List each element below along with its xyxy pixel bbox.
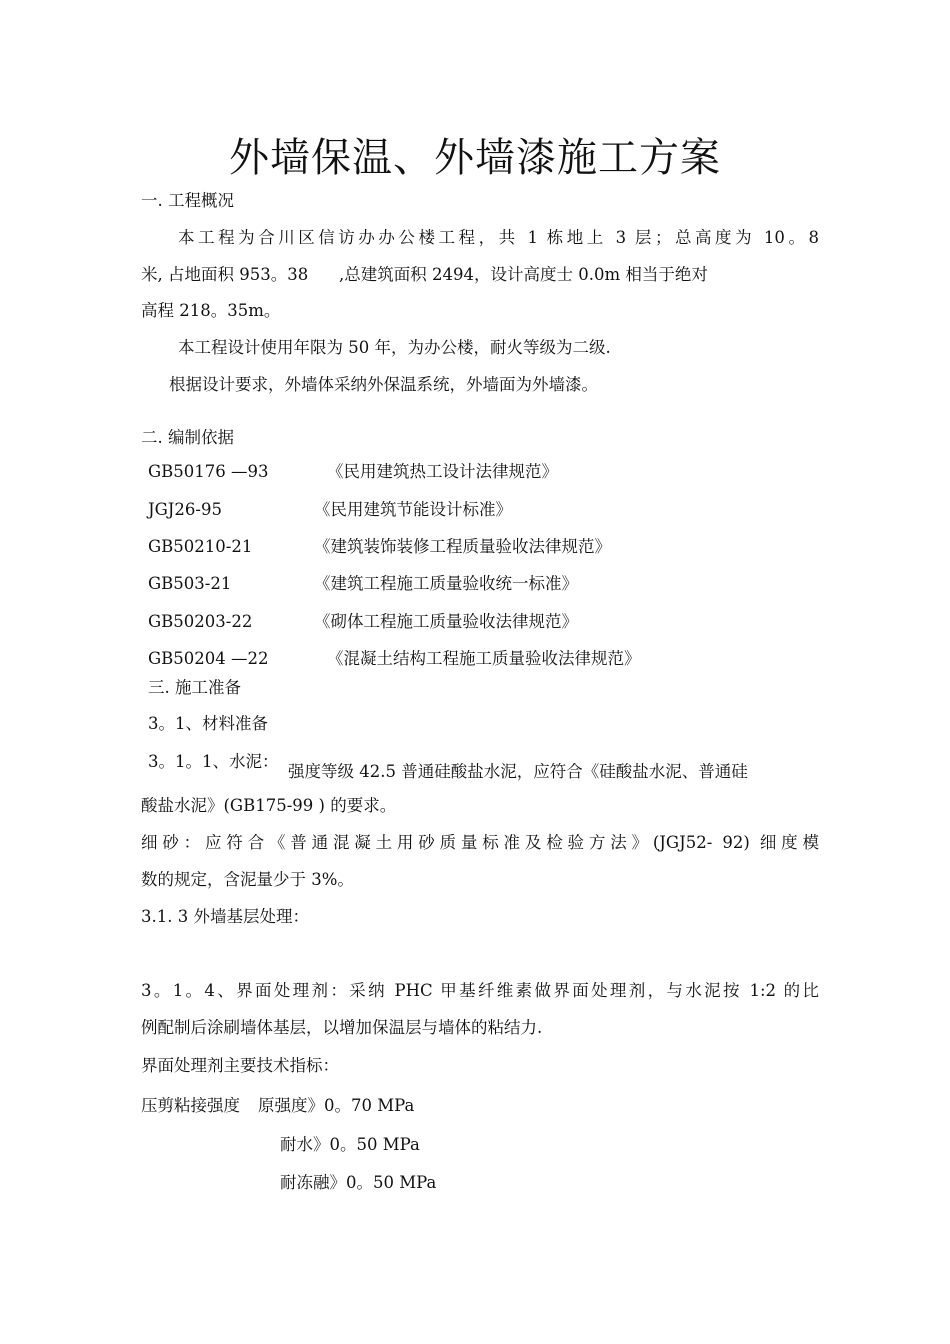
reference-title: 《建筑工程施工质量验收统一标准》 [314,574,578,593]
overview-paragraph-line-3: 高程 218。35m。 [141,301,281,320]
design-life-paragraph: 本工程设计使用年限为 50 年，为办公楼，耐火等级为二级. [178,338,611,357]
document-title: 外墙保温、外墙漆施工方案 [229,134,721,181]
indicator-original-strength: 原强度》0。70 MPa [258,1096,415,1115]
reference-code: JGJ26-95 [148,500,222,519]
sand-spec-line-1: 细砂：应符合《普通混凝土用砂质量标准及检验方法》(JGJ52- 92) 细度模 [141,833,819,852]
reference-title: 《砌体工程施工质量验收法律规范》 [314,612,578,631]
indicator-freeze-thaw: 耐冻融》0。50 MPa [280,1173,437,1192]
section-1-heading: 一. 工程概况 [141,191,234,210]
shear-bond-strength-label: 压剪粘接强度 [141,1096,240,1115]
reference-title: 《建筑装饰装修工程质量验收法律规范》 [314,537,611,556]
overview-paragraph-line-2b: ,总建筑面积 2494，设计高度士 0.0m 相当于绝对 [339,265,708,284]
reference-title: 《民用建筑节能设计标准》 [314,500,512,519]
materials-subheading: 3。1、材料准备 [148,714,268,733]
indicator-water-resistance: 耐水》0。50 MPa [280,1135,420,1154]
cement-spec: 强度等级 42.5 普通硅酸盐水泥，应符合《硅酸盐水泥、普通硅 [288,762,748,781]
section-3-heading: 三. 施工准备 [148,678,241,697]
cement-label: 3。1。1、水泥： [148,752,279,771]
reference-code: GB503-21 [148,574,232,593]
indicators-heading: 界面处理剂主要技术指标： [141,1056,339,1075]
section-2-heading: 二. 编制依据 [141,428,234,447]
base-treatment-subheading: 3.1. 3 外墙基层处理： [141,907,309,926]
interface-agent-line-2: 例配制后涂刷墙体基层，以增加保温层与墙体的粘结力. [141,1018,543,1037]
sand-spec-line-2: 数的规定，含泥量少于 3%。 [141,870,354,889]
overview-paragraph-line-1: 本工程为合川区信访办办公楼工程，共 1 栋地上 3 层；总高度为 10。8 [178,228,819,247]
reference-title: 《混凝土结构工程施工质量验收法律规范》 [327,649,641,668]
overview-paragraph-line-2a: 米, 占地面积 953。38 [141,265,309,284]
insulation-system-paragraph: 根据设计要求，外墙体采纳外保温系统，外墙面为外墙漆。 [169,375,598,394]
reference-code: GB50210-21 [148,537,253,556]
reference-code: GB50176 —93 [148,462,269,481]
reference-code: GB50204 —22 [148,649,269,668]
interface-agent-line-1: 3。1。4、界面处理剂：采纳 PHC 甲基纤维素做界面处理剂，与水泥按 1:2 的比 [141,981,819,1000]
reference-title: 《民用建筑热工设计法律规范》 [327,462,558,481]
reference-code: GB50203-22 [148,612,253,631]
cement-spec-continued: 酸盐水泥》(GB175-99 ) 的要求。 [141,796,397,815]
